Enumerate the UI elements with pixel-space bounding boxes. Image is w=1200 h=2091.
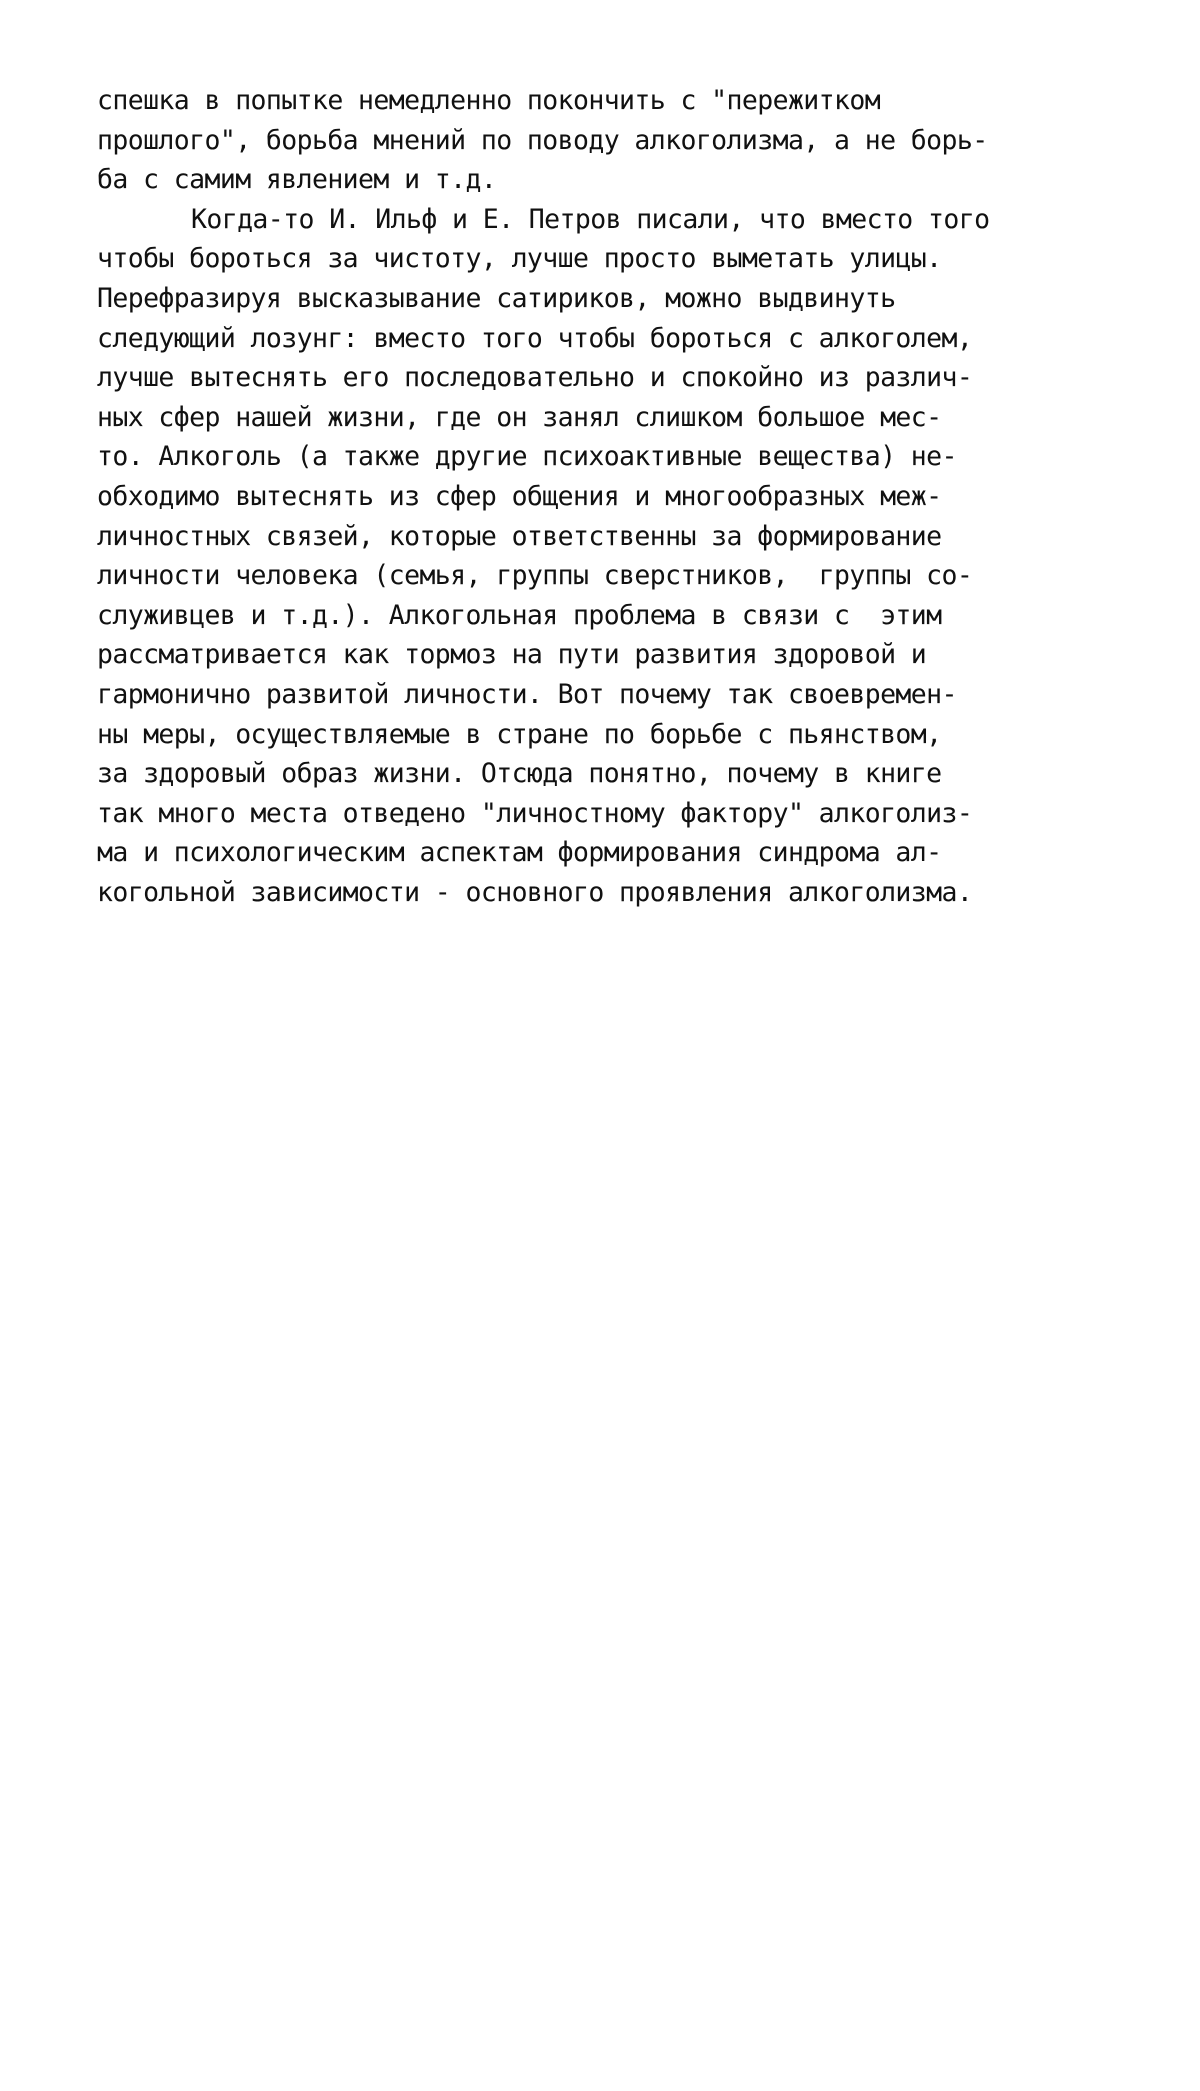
body-text	[97, 81, 1137, 952]
text-line: так много места отведено "личностному фактору" алкоголиз-	[97, 797, 973, 829]
text-line: за здоровый образ жизни. Отсюда понятно, почему в книге	[97, 758, 942, 790]
paragraph-1	[97, 81, 1137, 200]
paragraph-2	[97, 200, 1137, 952]
text-line	[97, 912, 1137, 952]
text-line: гармонично развитой личности. Вот почему так своевремен-	[97, 678, 957, 710]
text-line: чтобы бороться за чистоту, лучше просто выметать улицы.	[97, 243, 942, 275]
text-line: Перефразируя высказывание сатириков, можно выдвинуть	[97, 282, 896, 314]
text-line: ма и психологическим аспектам формирования синдрома ал-	[97, 837, 942, 869]
text-line: личностных связей, которые ответственны за формирование	[97, 520, 942, 552]
text-line: обходимо вытеснять из сфер общения и многообразных меж-	[97, 480, 942, 512]
text-line-first: Когда-то И. Ильф и Е. Петров писали, что вместо того	[191, 203, 990, 235]
text-line: следующий лозунг: вместо того чтобы бороться с алкоголем,	[97, 322, 973, 354]
text-line: ны меры, осуществляемые в стране по борьбе с пьянством,	[97, 718, 942, 750]
text-line: рассматривается как тормоз на пути развития здоровой и	[97, 639, 927, 671]
text-line: когольной зависимости - основного проявления алкоголизма.	[97, 876, 973, 908]
text-line: ных сфер нашей жизни, где он занял слишком большое мес-	[97, 401, 942, 433]
text-line: спешка в попытке немедленно покончить с "пережитком	[97, 85, 881, 116]
text-line: то. Алкоголь (а также другие психоактивные вещества) не-	[97, 441, 957, 473]
text-line: ба с самим явлением и т.д.	[97, 164, 497, 196]
text-line: лучше вытеснять его последовательно и спокойно из различ-	[97, 362, 973, 394]
text-line: прошлого", борьба мнений по поводу алкоголизма, а не борь-	[97, 124, 988, 156]
text-line: личности человека (семья, группы сверстников, группы со-	[97, 560, 973, 592]
text-line: служивцев и т.д.). Алкогольная проблема в связи с этим	[97, 599, 942, 631]
